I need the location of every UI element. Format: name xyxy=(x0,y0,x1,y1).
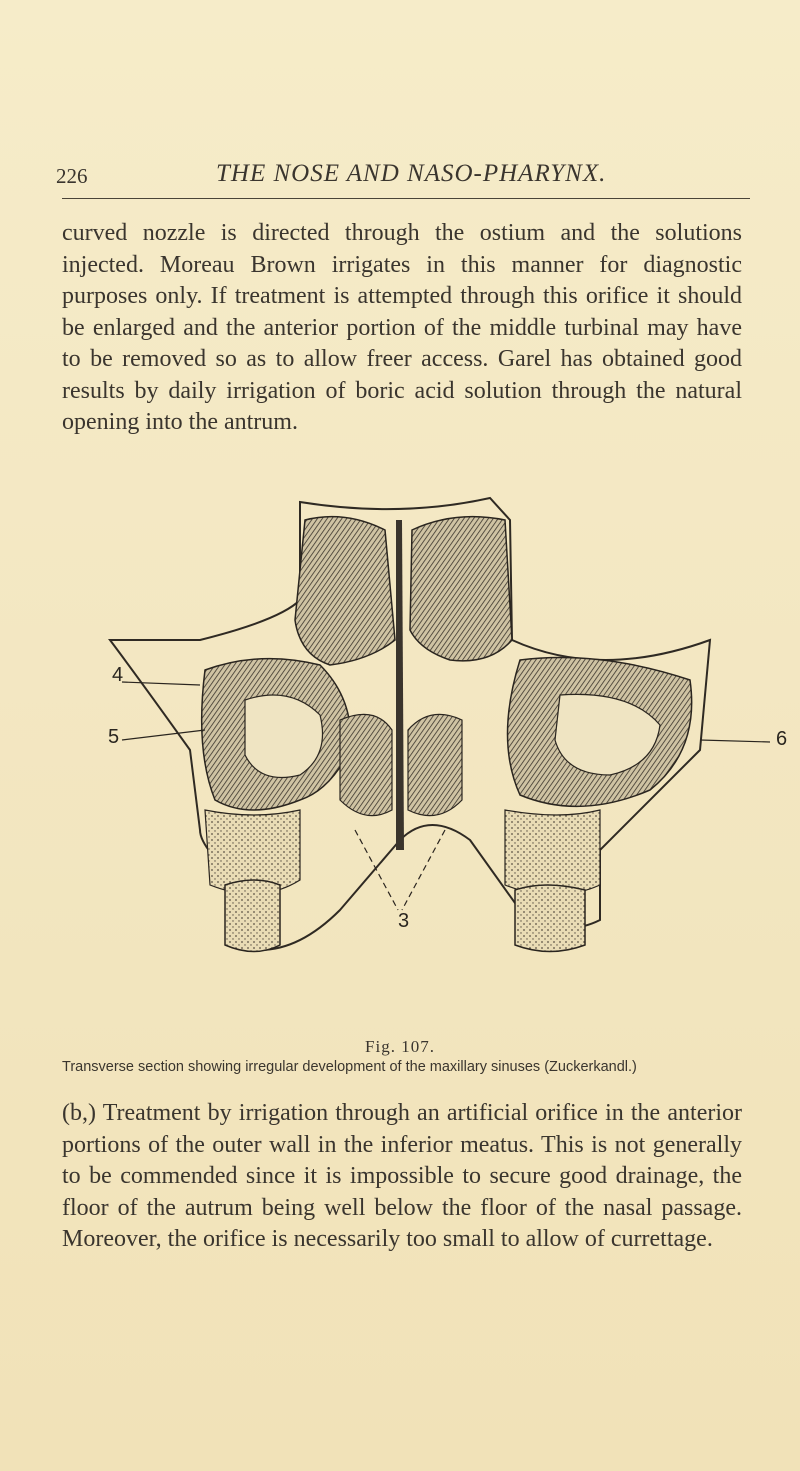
pointer-line-6 xyxy=(700,740,770,742)
page-number: 226 xyxy=(56,164,88,188)
figure-label-4: 4 xyxy=(112,664,124,686)
header-rule xyxy=(62,198,750,199)
pointer-line-5 xyxy=(122,730,205,740)
running-header xyxy=(54,160,764,190)
figure-label-3: 3 xyxy=(398,910,410,932)
pointer-line-4 xyxy=(122,682,200,685)
figure-107 xyxy=(0,490,800,1010)
running-title: THE NOSE AND NASO-PHARYNX. xyxy=(216,160,607,187)
figure-label-6: 6 xyxy=(776,728,788,750)
paragraph-2: (b,) Treatment by irrigation through an artificial orifice in the anterior portions of the outer wall in the inferior meatus. This is not generally to be commended since it is impossible to secure good drainage, the floor of the autrum being well below the floor of the nasal passage. Moreover, the orifice is necessarily too small to allow of currettage. xyxy=(62,1100,742,1252)
figure-label-5: 5 xyxy=(108,726,120,748)
figure-caption-title: Fig. 107. xyxy=(365,1037,435,1056)
paragraph-1: curved nozzle is directed through the ostium and the solutions injected. Moreau Brown irrigates in this manner for diagnostic purposes only. If treatment is attempted through this orifice it should be enlarged and the anterior portion of the middle turbinal may have to be removed so as to allow freer access. Garel has obtained good results by daily irrigation of boric acid solution through the natural opening into the antrum. xyxy=(62,220,742,435)
figure-caption-text: Transverse section showing irregular development of the maxillary sinuses (Zuckerkandl.) xyxy=(62,1059,637,1075)
